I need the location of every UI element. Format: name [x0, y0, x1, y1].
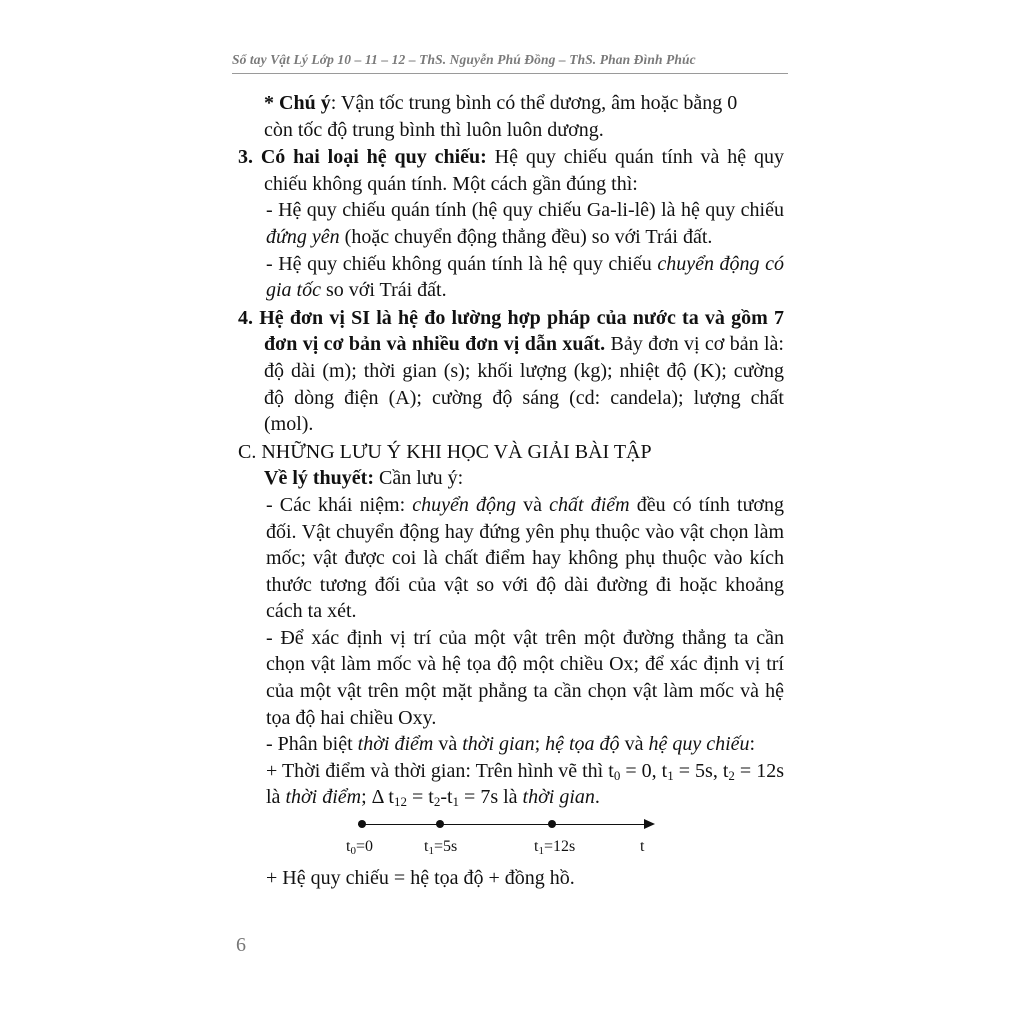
note-line-2: còn tốc độ trung bình thì luôn luôn dương. — [264, 118, 604, 141]
p1-a: - Các khái niệm: — [266, 493, 413, 516]
timeline-arrow-icon — [644, 819, 655, 829]
item-3-sub-2-b: so với Trái đất. — [321, 279, 447, 302]
p1-em2: chất điểm — [549, 493, 630, 516]
p4-i: . — [594, 786, 600, 809]
page-body — [238, 90, 784, 892]
item-3-sub-2-em: chuyển động có gia tốc — [266, 252, 785, 302]
item-4-text: Bảy đơn vị cơ bản là: độ dài (m); thời gian (s); khối lượng (kg); nhiệt độ (K); cường độ dòng điện (A); cường độ sáng (cd: candela); lượng chất (mol). — [264, 333, 784, 436]
p4-a: + Thời điểm và thời gian: Trên hình vẽ thì t — [266, 759, 614, 782]
p4-sub-1: 1 — [667, 767, 674, 783]
item-3-sub-2-a: - Hệ quy chiếu không quán tính là hệ quy chiếu — [266, 252, 658, 275]
p3-b: và — [433, 733, 463, 756]
p4-sub-0: 0 — [613, 767, 621, 783]
theory-text: Cần lưu ý: — [373, 467, 464, 490]
item-3-text: Hệ quy chiếu quán tính và hệ quy chiếu không quán tính. Một cách gần đúng thì: — [264, 146, 784, 195]
header-rule — [232, 73, 788, 74]
p4-em1: thời điểm — [285, 786, 362, 809]
section-c-p1 — [238, 492, 784, 625]
p4-g: -t — [440, 786, 453, 809]
p4-c: = 5s, t — [673, 759, 729, 782]
p4-sub-2b: 2 — [433, 794, 441, 810]
theory-label: Về lý thuyết: — [264, 467, 374, 490]
item-3-sub-2 — [238, 251, 784, 304]
p1-b: và — [516, 493, 550, 516]
p4-sub-12: 12 — [393, 794, 407, 810]
item-3-sub-1-a: - Hệ quy chiếu quán tính (hệ quy chiếu Ga-li-lê) là hệ quy chiếu — [266, 199, 784, 222]
p3-em4: hệ quy chiếu — [648, 733, 750, 756]
page-number: 6 — [236, 934, 246, 956]
timeline-point-t0 — [358, 820, 366, 828]
p3-c: ; — [534, 733, 546, 756]
p3-em1: thời điểm — [357, 733, 434, 756]
section-c-p3 — [238, 731, 784, 758]
item-4-bold: 4. Hệ đơn vị SI là hệ đo lường hợp pháp của nước ta và gồm 7 đơn vị cơ bản và nhiều đơn vị dẫn xuất. — [238, 306, 784, 356]
section-c-p4 — [238, 758, 784, 811]
p1-em1: chuyển động — [412, 493, 517, 516]
running-header: Sổ tay Vật Lý Lớp 10 – 11 – 12 – ThS. Nguyễn Phú Đồng – ThS. Phan Đình Phúc — [232, 52, 696, 67]
p4-sub-1b: 1 — [452, 794, 460, 810]
timeline-label-t: t — [640, 838, 645, 856]
timeline-point-t2 — [548, 820, 556, 828]
p3-a: - Phân biệt — [266, 733, 358, 756]
p3-d: và — [619, 733, 649, 756]
p1-c: đều có tính tương đối. Vật chuyển động hay đứng yên phụ thuộc vào vật chọn làm mốc; vật được coi là chất điểm hay không phụ thuộc vào kích thước tương đối của vật so với độ dài đường đi hoặc khoảng cách ta xét. — [266, 493, 784, 623]
timeline-point-t1 — [436, 820, 444, 828]
section-c-p2: - Để xác định vị trí của một vật trên một đường thẳng ta cần chọn vật làm mốc và hệ tọa độ một chiều Ox; để xác định vị trí của một vật trên một mặt phẳng ta cần chọn vật làm mốc và hệ tọa độ hai chiều Oxy. — [266, 626, 784, 729]
note-label: * Chú ý — [264, 92, 331, 114]
item-3-bold: 3. Có hai loại hệ quy chiếu: — [238, 146, 487, 169]
timeline-label-t1: $t_1=5s$ — [424, 838, 458, 858]
timeline-label-t2: $t_1=12s$ — [534, 838, 576, 858]
item-4 — [238, 305, 784, 438]
p4-sub-2: 2 — [728, 767, 735, 783]
note-line-1 — [238, 90, 784, 117]
p3-em2: thời gian — [462, 733, 535, 756]
item-3 — [238, 144, 784, 197]
p3-em3: hệ tọa độ — [545, 733, 620, 756]
timeline-axis — [358, 824, 648, 825]
item-3-sub-1 — [238, 197, 784, 250]
section-c-p5: + Hệ quy chiếu = hệ tọa độ + đồng hồ. — [266, 867, 575, 890]
p4-f: = t — [406, 786, 434, 809]
item-3-sub-1-b: (hoặc chuyển động thẳng đều) so với Trái đất. — [339, 225, 713, 248]
timeline-label-t0: $t_0=0$ — [346, 838, 373, 858]
note-text-1: : Vận tốc trung bình có thể dương, âm hoặc bằng 0 — [330, 92, 738, 114]
p4-e: ; Δ t — [361, 786, 394, 809]
p4-b: = 0, t — [620, 759, 668, 782]
p3-e: : — [749, 733, 756, 756]
p4-d: = 12s là — [266, 759, 785, 809]
section-c-title: C. NHỮNG LƯU Ý KHI HỌC VÀ GIẢI BÀI TẬP — [238, 440, 652, 463]
p4-h: = 7s là — [459, 786, 523, 809]
p4-em2: thời gian — [522, 786, 595, 809]
theory-line — [238, 465, 784, 492]
timeline-diagram — [328, 817, 668, 861]
item-3-sub-1-em: đứng yên — [266, 225, 340, 248]
